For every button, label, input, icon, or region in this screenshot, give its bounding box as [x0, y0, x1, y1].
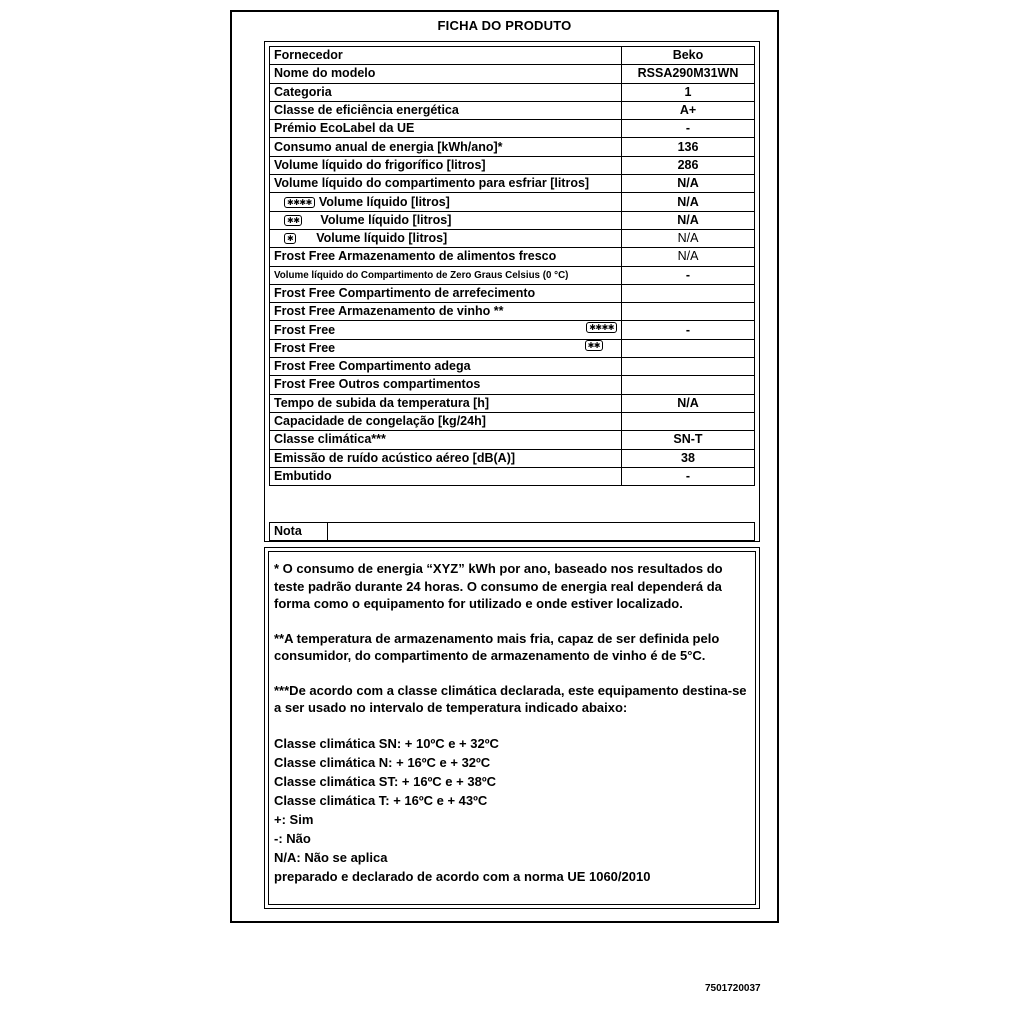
row-value — [328, 523, 755, 541]
table-row — [270, 193, 755, 211]
row-label: Embutido — [270, 467, 622, 485]
table-row — [270, 394, 755, 412]
note-energy: * O consumo de energia “XYZ” kWh por ano, baseado nos resultados do teste padrão durante 24 horas. O consumo de energia real dependerá da forma como o equipamento for utilizado e onde estiver localizado. — [274, 561, 723, 611]
row-label-with-stars — [270, 211, 622, 229]
table-row — [270, 65, 755, 83]
row-value: N/A — [622, 229, 755, 247]
row-label: Prémio EcoLabel da UE — [270, 120, 622, 138]
table-row — [270, 138, 755, 156]
row-value: Beko — [622, 47, 755, 65]
row-value: N/A — [622, 175, 755, 193]
row-value — [622, 303, 755, 321]
spec-table-container — [264, 41, 760, 542]
table-row — [270, 211, 755, 229]
row-label: Volume líquido [litros] — [316, 231, 448, 246]
table-row — [270, 101, 755, 119]
row-label: Consumo anual de energia [kWh/ano]* — [270, 138, 622, 156]
row-value — [622, 412, 755, 430]
row-label: Volume líquido do Compartimento de Zero Graus Celsius (0 °C) — [270, 266, 622, 284]
four-star-icon: ✱✱✱✱ — [586, 322, 617, 333]
row-value: RSSA290M31WN — [622, 65, 755, 83]
row-value — [622, 376, 755, 394]
row-value — [622, 284, 755, 302]
table-row — [270, 266, 755, 284]
row-value: 1 — [622, 83, 755, 101]
row-label: Nota — [270, 523, 328, 541]
row-value: N/A — [622, 211, 755, 229]
two-star-icon: ✱✱ — [284, 215, 302, 226]
legend-yes: +: Sim — [274, 811, 314, 827]
row-value — [622, 358, 755, 376]
table-row — [270, 83, 755, 101]
spec-table — [269, 46, 755, 486]
table-row — [270, 229, 755, 247]
notes-container — [264, 547, 760, 909]
row-value: N/A — [622, 193, 755, 211]
row-value: 38 — [622, 449, 755, 467]
row-value — [622, 339, 755, 357]
row-value: - — [622, 266, 755, 284]
regulation-note: preparado e declarado de acordo com a norma UE 1060/2010 — [274, 868, 651, 884]
climate-line-st: Classe climática ST: + 16ºC e + 38ºC — [274, 773, 496, 789]
row-label: Nome do modelo — [270, 65, 622, 83]
table-row — [270, 358, 755, 376]
row-label-with-stars — [270, 339, 622, 357]
table-row — [270, 303, 755, 321]
row-label-with-stars — [270, 229, 622, 247]
climate-line-t: Classe climática T: + 16ºC e + 43ºC — [274, 792, 488, 808]
legend-no: -: Não — [274, 830, 311, 846]
table-row — [270, 431, 755, 449]
row-value: N/A — [622, 248, 755, 266]
row-label: Volume líquido do compartimento para esfriar [litros] — [270, 175, 622, 193]
row-label: Frost Free — [274, 322, 336, 337]
row-value: 136 — [622, 138, 755, 156]
table-row — [270, 120, 755, 138]
table-row — [270, 412, 755, 430]
table-row — [270, 467, 755, 485]
row-value: SN-T — [622, 431, 755, 449]
note-climate-class: ***De acordo com a classe climática declarada, este equipamento destina-se a ser usado no intervalo de temperatura indicado abaixo: — [274, 682, 747, 715]
sheet-title: FICHA DO PRODUTO — [437, 18, 572, 33]
row-label: Frost Free Armazenamento de alimentos fresco — [270, 248, 622, 266]
row-label: Classe climática*** — [270, 431, 622, 449]
table-row — [270, 339, 755, 357]
row-label: Tempo de subida da temperatura [h] — [270, 394, 622, 412]
table-row — [270, 284, 755, 302]
row-label: Emissão de ruído acústico aéreo [dB(A)] — [270, 449, 622, 467]
product-sheet-frame — [230, 10, 779, 923]
table-row — [270, 156, 755, 174]
note-wine-temperature: **A temperatura de armazenamento mais fria, capaz de ser definida pelo consumidor, do compartimento de armazenamento de vinho é de 5°C. — [274, 630, 720, 663]
notes-box — [268, 551, 756, 905]
row-value: - — [622, 120, 755, 138]
row-label: Volume líquido [litros] — [318, 194, 450, 209]
row-label: Frost Free — [274, 340, 336, 355]
table-row — [270, 175, 755, 193]
climate-line-n: Classe climática N: + 16ºC e + 32ºC — [274, 754, 491, 770]
two-star-icon: ✱✱ — [585, 340, 603, 351]
row-label: Classe de eficiência energética — [270, 101, 622, 119]
row-label: Frost Free Armazenamento de vinho ** — [270, 303, 622, 321]
table-row — [270, 376, 755, 394]
row-label-with-stars — [270, 321, 622, 339]
one-star-icon: ✱ — [284, 233, 296, 244]
row-label: Categoria — [270, 83, 622, 101]
table-row — [270, 449, 755, 467]
row-value: - — [622, 467, 755, 485]
row-value: 286 — [622, 156, 755, 174]
table-row — [270, 248, 755, 266]
climate-line-sn: Classe climática SN: + 10ºC e + 32ºC — [274, 735, 499, 751]
row-label: Frost Free Compartimento adega — [270, 358, 622, 376]
row-label: Frost Free Outros compartimentos — [270, 376, 622, 394]
legend-na: N/A: Não se aplica — [274, 849, 388, 865]
note-table — [269, 522, 755, 541]
table-row — [270, 47, 755, 65]
row-label: Fornecedor — [270, 47, 622, 65]
row-label: Capacidade de congelação [kg/24h] — [270, 412, 622, 430]
row-label: Volume líquido do frigorífico [litros] — [270, 156, 622, 174]
table-row — [270, 321, 755, 339]
document-code: 7501720037 — [705, 983, 761, 994]
row-label: Volume líquido [litros] — [320, 212, 452, 227]
row-value: - — [622, 321, 755, 339]
row-value: A+ — [622, 101, 755, 119]
row-label-with-stars — [270, 193, 622, 211]
row-label: Frost Free Compartimento de arrefecimento — [270, 284, 622, 302]
table-row — [270, 523, 755, 541]
row-value: N/A — [622, 394, 755, 412]
four-star-icon: ✱✱✱✱ — [284, 197, 315, 208]
